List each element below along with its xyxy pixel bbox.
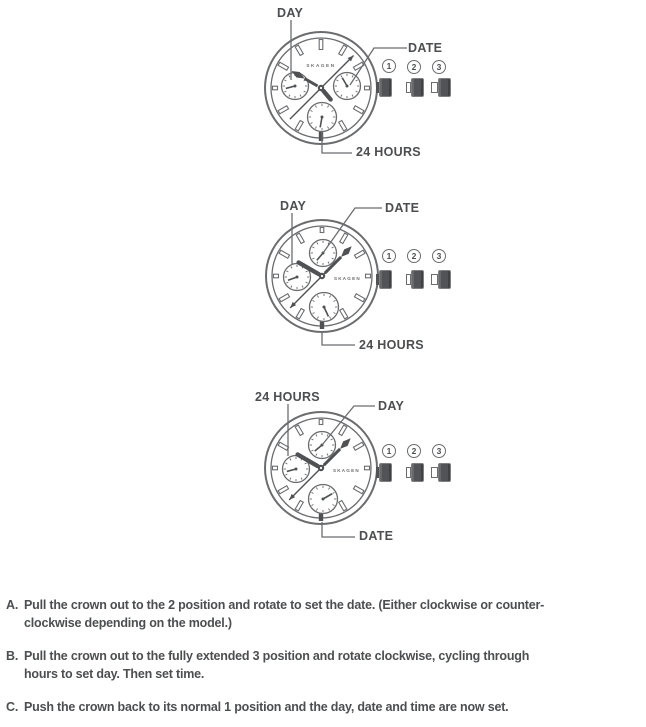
crown-position-2-icon — [406, 463, 424, 482]
watch-figure-1 — [240, 0, 480, 180]
24-hours-callout-label: 24 HOURS — [359, 338, 424, 352]
crown-position-1-number: 1 — [382, 444, 396, 458]
day-callout-label: DAY — [280, 199, 307, 213]
date-callout-label: DATE — [408, 41, 443, 55]
24-hours-callout-label: 24 HOURS — [356, 145, 421, 159]
instruction-line: Pull the crown out to the 2 position and rotate to set the date. (Either clockwise or counter- — [24, 598, 545, 612]
watch-figure-3 — [240, 385, 480, 550]
instruction-text — [24, 648, 529, 683]
crown-stem — [431, 274, 438, 285]
instruction-text — [24, 699, 508, 717]
subdials — [282, 73, 361, 132]
crown-position-2-icon — [406, 270, 424, 289]
instruction-item-c — [6, 699, 508, 717]
crown-position-2-number: 2 — [407, 60, 421, 74]
watch-figure-2 — [240, 195, 480, 360]
crown-body — [411, 78, 424, 97]
crown-position-3-icon — [431, 78, 451, 97]
day-callout-label: DAY — [277, 6, 304, 20]
crown-position-1-icon — [376, 463, 392, 482]
crown-stem — [431, 82, 438, 93]
skagen-brand-text: SKAGEN — [306, 63, 336, 68]
crown-position-1-number: 1 — [382, 59, 396, 73]
instruction-line: clockwise depending on the model.) — [24, 615, 232, 630]
crown-position-3-number: 3 — [432, 60, 446, 74]
crown-position-2-icon — [406, 78, 424, 97]
crown-body — [411, 463, 424, 482]
crown-position-3-number: 3 — [432, 249, 446, 263]
crown-body — [438, 270, 451, 289]
instruction-marker: A. — [6, 598, 19, 612]
crown-position-2-number: 2 — [407, 444, 421, 458]
crown-body — [438, 78, 451, 97]
24-hours-callout-label: 24 HOURS — [255, 390, 320, 404]
instruction-text — [24, 597, 544, 632]
skagen-brand-text: SKAGEN — [334, 276, 361, 281]
crown-position-1-icon — [376, 78, 392, 97]
crown-body — [438, 463, 451, 482]
crown-body — [379, 463, 392, 482]
date-callout-label: DATE — [359, 529, 394, 543]
instruction-item-a — [6, 597, 544, 632]
crown-position-3-number: 3 — [432, 444, 446, 458]
crown-stem — [431, 467, 438, 478]
crown-position-2-number: 2 — [407, 249, 421, 263]
crown-body — [411, 270, 424, 289]
crown-position-1-number: 1 — [382, 249, 396, 263]
crown-position-3-icon — [431, 463, 451, 482]
instruction-line: Pull the crown out to the fully extended 3 position and rotate clockwise, cycling through — [24, 649, 530, 663]
crown-position-3-icon — [431, 270, 451, 289]
skagen-brand-text: SKAGEN — [333, 468, 360, 473]
instruction-marker: B. — [6, 649, 19, 663]
crown-body — [379, 78, 392, 97]
instruction-item-b — [6, 648, 529, 683]
day-callout-label: DAY — [378, 399, 405, 413]
subdials — [283, 432, 338, 514]
crown-position-1-icon — [376, 270, 392, 289]
instruction-marker: C. — [6, 700, 19, 714]
crown-body — [379, 270, 392, 289]
date-callout-label: DATE — [385, 201, 420, 215]
instruction-line: hours to set day. Then set time. — [24, 666, 205, 681]
instruction-line: Push the crown back to its normal 1 position and the day, date and time are now set. — [24, 700, 509, 714]
